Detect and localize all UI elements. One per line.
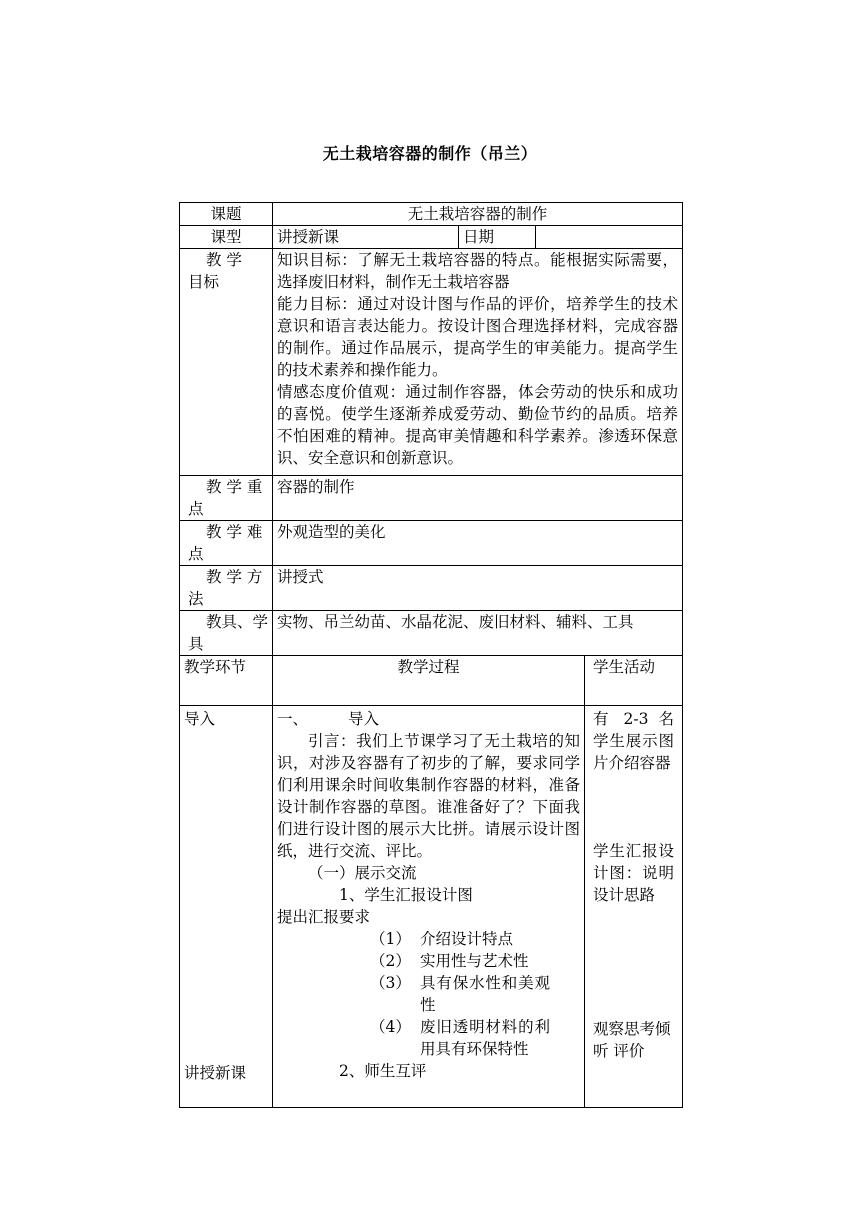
stage-intro: 导入 bbox=[184, 710, 216, 728]
header-stage: 教学环节 bbox=[180, 656, 273, 706]
section-number: 一、 bbox=[277, 710, 309, 728]
stage-new-lesson: 讲授新课 bbox=[184, 1064, 247, 1082]
date-value bbox=[536, 226, 683, 249]
lesson-plan-table bbox=[179, 202, 683, 1108]
list-item-num: （2） bbox=[370, 952, 411, 970]
key-point-label bbox=[180, 476, 273, 521]
date-label: 日期 bbox=[459, 226, 536, 249]
method-value: 讲授式 bbox=[273, 566, 683, 611]
list-item-text: 介绍设计特点 bbox=[420, 930, 514, 948]
header-process: 教学过程 bbox=[273, 656, 585, 706]
student-activity-1: 有 2-3 名学生展示图片介绍容器 bbox=[593, 710, 675, 772]
goals-label-line2: 目标 bbox=[188, 273, 220, 291]
row-header bbox=[180, 656, 683, 706]
type-label: 课型 bbox=[180, 226, 273, 249]
topic-label: 课题 bbox=[180, 203, 273, 226]
row-goals bbox=[180, 249, 683, 476]
header-student: 学生活动 bbox=[585, 656, 683, 706]
list-item-text: 具有保水性和美观性 bbox=[420, 974, 550, 1014]
type-value: 讲授新课 bbox=[273, 226, 459, 249]
key-point-label-line1: 教 学 重 bbox=[206, 478, 263, 496]
list-item-text: 废旧透明材料的利用具有环保特性 bbox=[420, 1018, 550, 1058]
student-column bbox=[585, 706, 683, 1108]
row-method bbox=[180, 566, 683, 611]
row-tools bbox=[180, 611, 683, 656]
tools-value: 实物、吊兰幼苗、水晶花泥、废旧材料、辅料、工具 bbox=[273, 611, 683, 656]
difficulty-label-line2: 点 bbox=[188, 545, 204, 563]
row-topic bbox=[180, 203, 683, 226]
goals-content bbox=[273, 249, 683, 476]
goals-label bbox=[180, 249, 273, 476]
subsection-exchange: （一）展示交流 bbox=[308, 864, 417, 882]
student-activity-2: 学生汇报设计图：说明设计思路 bbox=[593, 842, 675, 904]
goals-label-line1: 教 学 bbox=[206, 251, 242, 269]
section-heading bbox=[277, 708, 580, 730]
list-item bbox=[277, 972, 580, 1016]
process-column bbox=[273, 706, 585, 1108]
intro-text: 引言：我们上节课学习了无土栽培的知识，对涉及容器有了初步的了解，要求同学们利用课余时间收集制作容器的材料，准备设计制作容器的草图。谁准备好了？下面我们进行设计图的展示大比拼。请展示设计图纸，进行交流、评比。 bbox=[277, 732, 580, 860]
list-item bbox=[277, 1016, 580, 1060]
list-item-num: （4） bbox=[370, 1018, 411, 1036]
method-label bbox=[180, 566, 273, 611]
requirement-text: 提出汇报要求 bbox=[277, 908, 371, 926]
row-type bbox=[180, 226, 683, 249]
goal-knowledge: 知识目标：了解无土栽培容器的特点。能根据实际需要，选择废旧材料，制作无土栽培容器 bbox=[277, 251, 679, 291]
method-label-line1: 教 学 方 bbox=[206, 568, 263, 586]
difficulty-label-line1: 教 学 难 bbox=[206, 523, 263, 541]
goal-emotion: 情感态度价值观：通过制作容器，体会劳动的快乐和成功的喜悦。使学生逐渐养成爱劳动、勤俭节约的品质。培养不怕困难的精神。提高审美情趣和科学素养。渗透环保意识、安全意识和创新意识。 bbox=[277, 383, 679, 467]
tools-label-line1: 教具、学 bbox=[206, 613, 269, 631]
subsection-report: 1、学生汇报设计图 bbox=[339, 886, 473, 904]
row-body bbox=[180, 706, 683, 1108]
tools-label bbox=[180, 611, 273, 656]
tools-label-line2: 具 bbox=[188, 635, 204, 653]
key-point-label-line2: 点 bbox=[188, 500, 204, 518]
row-key-point bbox=[180, 476, 683, 521]
section-title: 导入 bbox=[348, 710, 380, 728]
goal-ability: 能力目标：通过对设计图与作品的评价，培养学生的技术意识和语言表达能力。按设计图合理选择材料，完成容器的制作。通过作品展示，提高学生的审美能力。提高学生的技术素养和操作能力。 bbox=[277, 295, 679, 379]
student-activity-3: 观察思考倾听 评价 bbox=[593, 1020, 671, 1060]
list-item bbox=[277, 950, 580, 972]
list-item bbox=[277, 928, 580, 950]
list-item-num: （1） bbox=[370, 930, 411, 948]
method-label-line2: 法 bbox=[188, 590, 204, 608]
difficulty-value: 外观造型的美化 bbox=[273, 521, 683, 566]
topic-value: 无土栽培容器的制作 bbox=[273, 203, 683, 226]
row-difficulty bbox=[180, 521, 683, 566]
list-item-text: 实用性与艺术性 bbox=[420, 952, 529, 970]
stage-column bbox=[180, 706, 273, 1108]
list-item-num: （3） bbox=[370, 974, 411, 992]
document-title: 无土栽培容器的制作（吊兰） bbox=[322, 144, 538, 163]
difficulty-label bbox=[180, 521, 273, 566]
subsection-mutual-review: 2、师生互评 bbox=[339, 1062, 427, 1080]
key-point-value: 容器的制作 bbox=[273, 476, 683, 521]
